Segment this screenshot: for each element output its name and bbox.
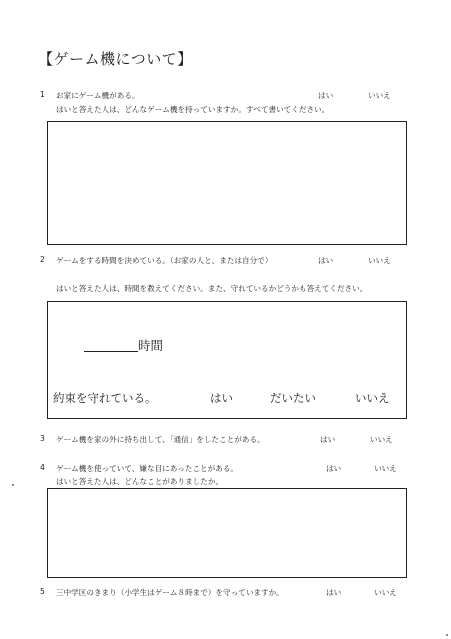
- question-4-number: 4: [40, 463, 45, 472]
- question-2-number: 2: [40, 255, 45, 264]
- scan-speck: [12, 484, 14, 486]
- question-5-text: 三中学区のきまり（小学生はゲーム８時まで）を守っていますか。: [56, 588, 284, 597]
- question-4-subtext: はいと答えた人は、どんなことがありましたか。: [56, 477, 224, 486]
- question-2-yes[interactable]: はい: [318, 256, 334, 265]
- question-3-yes[interactable]: はい: [320, 435, 336, 444]
- question-2-no[interactable]: いいえ: [368, 256, 391, 265]
- promise-option-yes[interactable]: はい: [210, 391, 233, 405]
- promise-option-mostly[interactable]: だいたい: [270, 391, 316, 405]
- promise-kept-label: 約束を守れている。: [53, 391, 157, 405]
- promise-option-no[interactable]: いいえ: [355, 391, 390, 405]
- question-2-subtext: はいと答えた人は、時間を教えてください。また、守れているかどうかも答えてください。: [56, 284, 368, 293]
- question-5-number: 5: [40, 587, 45, 596]
- question-3-no[interactable]: いいえ: [370, 435, 393, 444]
- scan-speck: [446, 634, 448, 636]
- question-3-text: ゲーム機を家の外に持ち出して、「通信」をしたことがある。: [56, 435, 265, 444]
- question-1-number: 1: [40, 90, 45, 99]
- question-5-yes[interactable]: はい: [326, 588, 342, 597]
- question-1-yes[interactable]: はい: [318, 91, 334, 100]
- question-2-text: ゲームをする時間を決めている。（お家の人と、または自分で）: [56, 256, 273, 265]
- question-4-answer-box[interactable]: [47, 488, 407, 578]
- question-1-subtext: はいと答えた人は、どんなゲーム機を持っていますか。すべて書いてください。: [56, 105, 330, 114]
- question-1-no[interactable]: いいえ: [368, 91, 391, 100]
- question-3-number: 3: [40, 434, 45, 443]
- question-4-no[interactable]: いいえ: [374, 464, 397, 473]
- question-1-answer-box[interactable]: [47, 121, 407, 245]
- hours-blank[interactable]: [84, 351, 138, 352]
- question-1-text: お家にゲーム機がある。: [56, 91, 140, 100]
- question-2-answer-box: [47, 301, 407, 419]
- hours-label: 時間: [138, 338, 164, 353]
- question-4-text: ゲーム機を使っていて、嫌な目にあったことがある。: [56, 464, 239, 473]
- question-4-yes[interactable]: はい: [326, 464, 342, 473]
- page-title: 【ゲーム機について】: [38, 50, 193, 68]
- question-5-no[interactable]: いいえ: [374, 588, 397, 597]
